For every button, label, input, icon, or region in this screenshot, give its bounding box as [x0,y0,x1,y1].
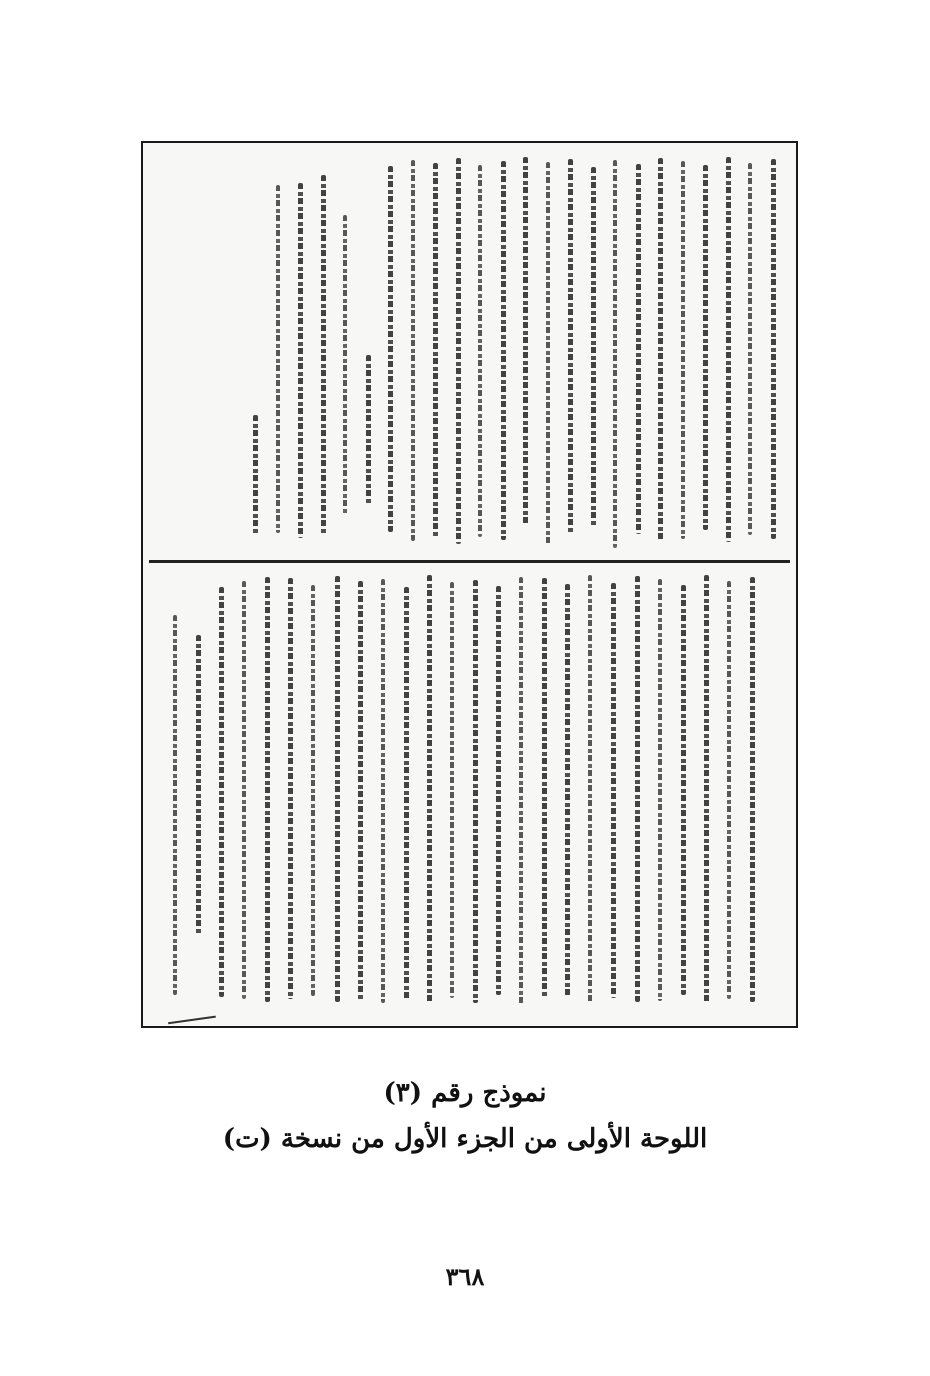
handwritten-line [173,615,177,995]
handwritten-line [727,581,731,999]
handwritten-line [704,575,709,1003]
manuscript-upper-page [143,143,796,563]
marginal-note-mark [166,1002,216,1025]
handwritten-line [253,415,258,535]
handwritten-line [750,577,755,1002]
handwritten-line [450,582,454,998]
handwritten-line [265,577,270,1002]
figure-caption: اللوحة الأولى من الجزء الأول من نسخة (ت) [222,1124,708,1154]
handwritten-line [681,585,686,995]
handwritten-line [388,166,393,532]
handwritten-line [298,183,303,538]
handwritten-line [542,578,547,998]
handwritten-line [501,161,506,540]
handwritten-line [381,579,385,1003]
handwritten-line [658,579,662,1001]
handwritten-line [276,185,280,533]
manuscript-lower-page [143,565,796,1026]
handwritten-line [748,163,752,535]
handwritten-line [321,175,326,535]
manuscript-image [141,141,798,1028]
handwritten-line [404,587,409,1001]
handwritten-line [335,576,340,1002]
handwritten-line [681,161,685,539]
handwritten-line [411,160,415,541]
handwritten-line [219,587,224,997]
handwritten-line [523,157,528,525]
handwritten-line [358,581,363,1000]
handwritten-line [613,160,617,548]
handwritten-line [546,162,550,545]
handwritten-line [473,580,478,1003]
handwritten-line [658,158,663,540]
handwritten-line [196,635,201,935]
handwritten-line [636,164,641,534]
handwritten-line [591,167,596,527]
handwritten-line [288,578,293,999]
page-divider [149,560,790,563]
handwritten-line [568,159,573,534]
handwritten-line [703,165,708,530]
page-number: ٣٦٨ [445,1262,485,1291]
figure-title: نموذج رقم (٣) [383,1078,547,1108]
handwritten-line [242,581,246,999]
handwritten-line [635,576,640,1002]
handwritten-line [771,159,776,539]
handwritten-line [433,163,438,537]
handwritten-line [611,583,616,998]
handwritten-line [311,585,315,996]
handwritten-line [726,157,731,542]
handwritten-line [519,577,523,1004]
handwritten-line [427,575,432,1003]
manuscript-text-block [253,155,793,550]
manuscript-text-block [173,575,773,1005]
handwritten-line [565,584,570,996]
handwritten-line [496,586,501,995]
handwritten-line [456,158,461,544]
handwritten-line [343,215,347,515]
handwritten-line [588,575,592,1004]
handwritten-line [366,355,371,505]
handwritten-line [478,165,482,537]
